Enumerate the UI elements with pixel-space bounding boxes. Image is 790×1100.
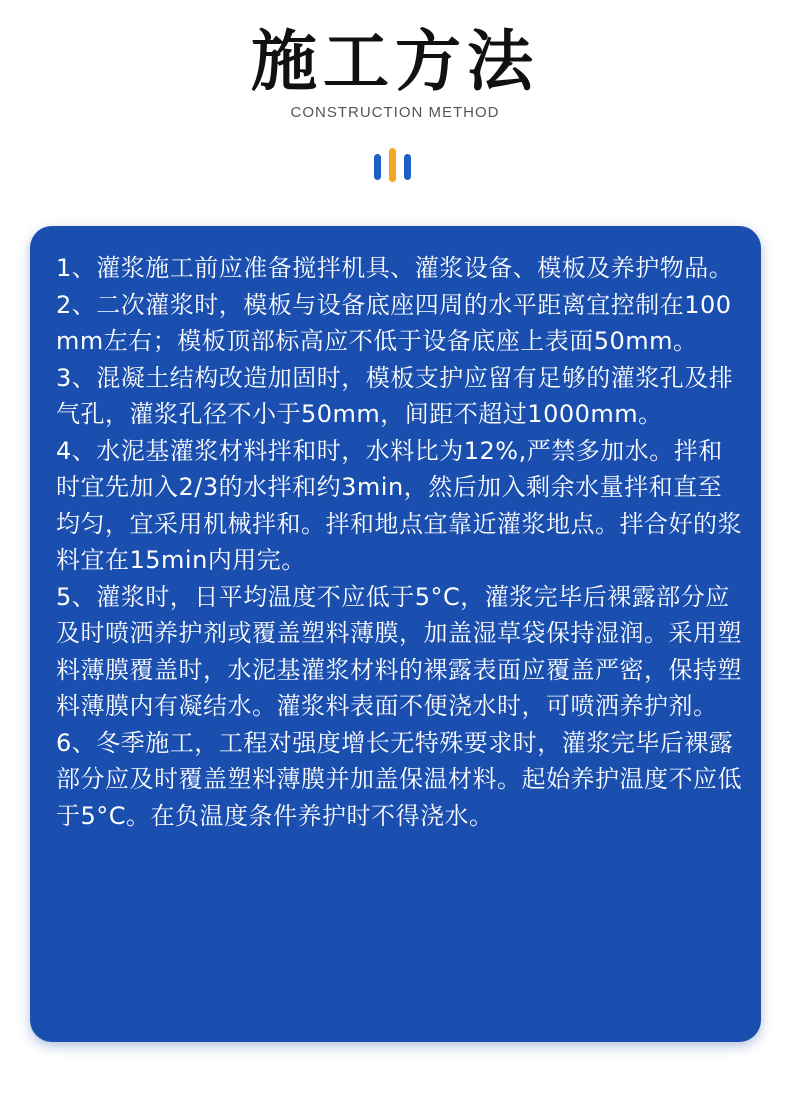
content-card: [30, 226, 761, 1042]
decorative-bars-icon: [372, 146, 418, 182]
step-paragraph-5: 5、灌浆时，日平均温度不应低于5°C，灌浆完毕后裸露部分应及时喷洒养护剂或覆盖塑料薄膜，加盖湿草袋保持湿润。采用塑料薄膜覆盖时，水泥基灌浆材料的裸露表面应覆盖严密，保持塑料薄膜内有凝结水。灌浆料表面不便浇水时，可喷洒养护剂。: [56, 582, 742, 720]
decorative-bar-center: [389, 148, 396, 182]
page-subtitle: CONSTRUCTION METHOD: [290, 104, 500, 121]
content-text: [56, 250, 746, 834]
step-paragraph-6: 6、冬季施工，工程对强度增长无特殊要求时，灌浆完毕后裸露部分应及时覆盖塑料薄膜并加盖保温材料。起始养护温度不应低于5°C。在负温度条件养护时不得浇水。: [56, 728, 742, 830]
decorative-bar-left: [374, 154, 381, 180]
step-paragraph-4: 4、水泥基灌浆材料拌和时，水料比为12%,严禁多加水。拌和时宜先加入2/3的水拌和约3min，然后加入剩余水量拌和直至均匀，宜采用机械拌和。拌和地点宜靠近灌浆地点。拌合好的浆料宜在15min内用完。: [56, 436, 742, 574]
page-title: 施工方法: [251, 23, 539, 100]
decorative-bar-right: [404, 154, 411, 180]
step-paragraph-1: 1、灌浆施工前应准备搅拌机具、灌浆设备、模板及养护物品。: [56, 254, 734, 282]
step-paragraph-2: 2、二次灌浆时，模板与设备底座四周的水平距离宜控制在100mm左右；模板顶部标高应不低于设备底座上表面50mm。: [56, 290, 732, 355]
step-paragraph-3: 3、混凝土结构改造加固时，模板支护应留有足够的灌浆孔及排气孔，灌浆孔径不小于50mm，间距不超过1000mm。: [56, 363, 734, 428]
